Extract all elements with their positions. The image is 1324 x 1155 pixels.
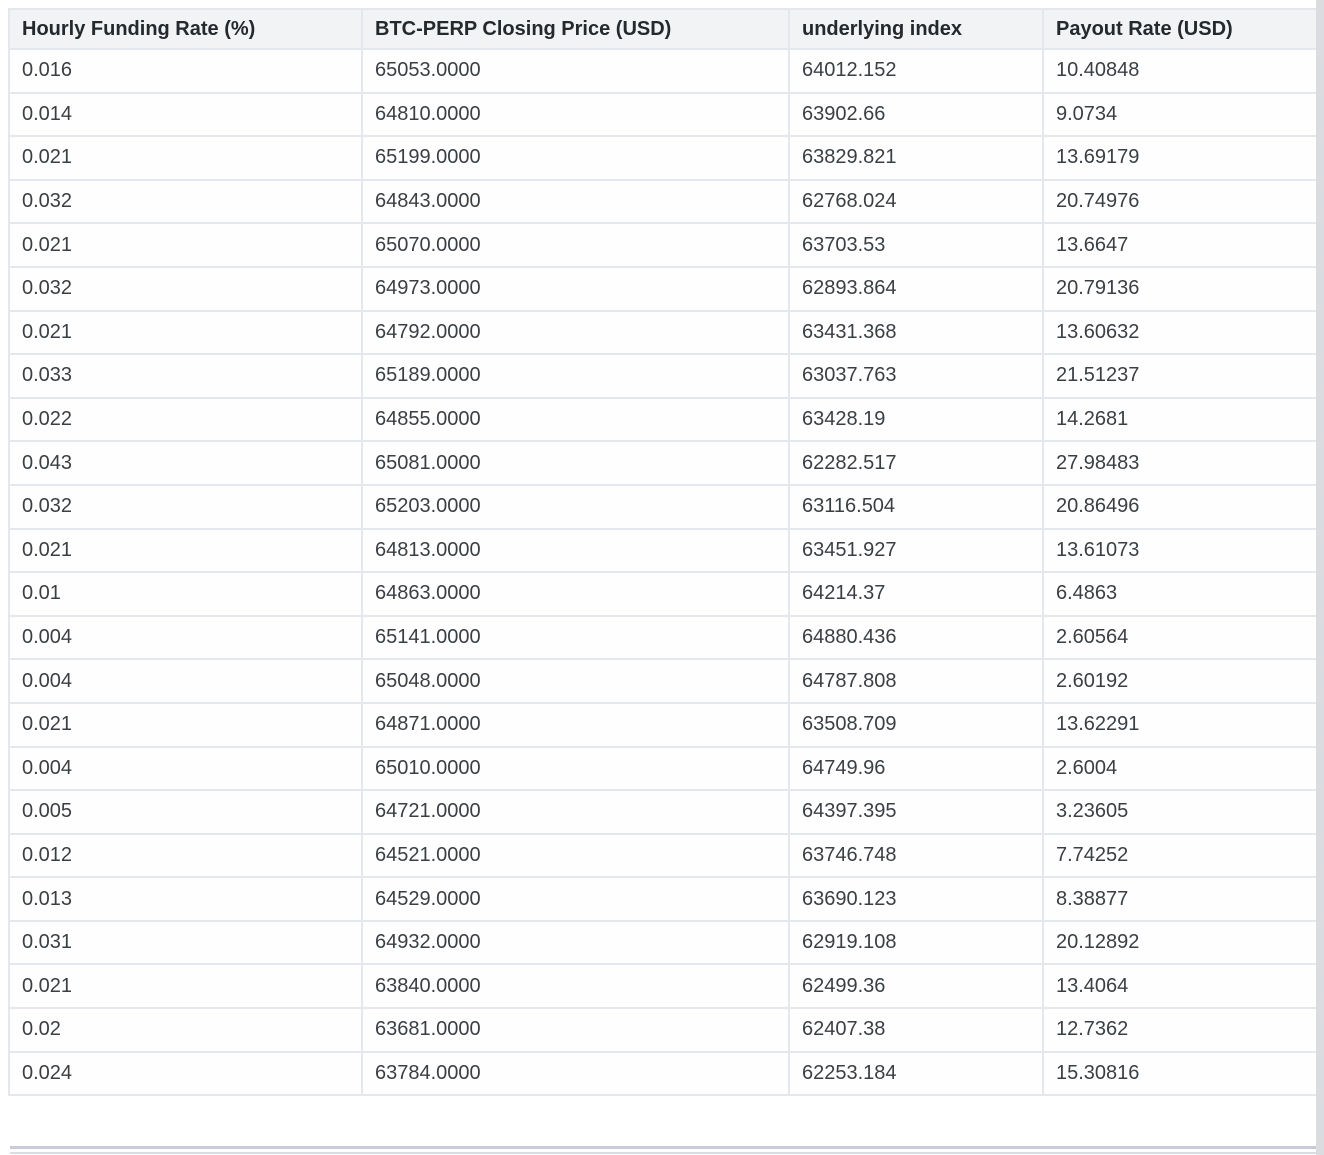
cell-funding-rate: 0.016 — [9, 49, 362, 93]
cell-closing-price: 64721.0000 — [362, 790, 789, 834]
table-row — [9, 267, 1317, 311]
cell-funding-rate: 0.004 — [9, 616, 362, 660]
cell-underlying-index: 63508.709 — [789, 703, 1043, 747]
cell-closing-price: 65010.0000 — [362, 747, 789, 791]
cell-funding-rate: 0.021 — [9, 136, 362, 180]
cell-funding-rate: 0.032 — [9, 180, 362, 224]
cell-closing-price: 65199.0000 — [362, 136, 789, 180]
cell-closing-price: 64855.0000 — [362, 398, 789, 442]
cell-underlying-index: 63902.66 — [789, 93, 1043, 137]
table-row — [9, 616, 1317, 660]
table-row — [9, 747, 1317, 791]
cell-payout-rate: 6.4863 — [1043, 572, 1317, 616]
cell-payout-rate: 13.62291 — [1043, 703, 1317, 747]
cell-underlying-index: 64880.436 — [789, 616, 1043, 660]
cell-underlying-index: 63829.821 — [789, 136, 1043, 180]
table-header-row — [9, 9, 1317, 49]
table-row — [9, 572, 1317, 616]
cell-payout-rate: 20.74976 — [1043, 180, 1317, 224]
right-edge-strip — [1316, 0, 1324, 1155]
cell-funding-rate: 0.022 — [9, 398, 362, 442]
cell-underlying-index: 62499.36 — [789, 964, 1043, 1008]
cell-funding-rate: 0.032 — [9, 485, 362, 529]
cell-underlying-index: 63431.368 — [789, 311, 1043, 355]
table-body — [9, 49, 1317, 1095]
cell-funding-rate: 0.005 — [9, 790, 362, 834]
cell-funding-rate: 0.021 — [9, 703, 362, 747]
cell-underlying-index: 64397.395 — [789, 790, 1043, 834]
table-row — [9, 659, 1317, 703]
cell-payout-rate: 20.79136 — [1043, 267, 1317, 311]
cell-payout-rate: 2.60564 — [1043, 616, 1317, 660]
bottom-divider-secondary — [10, 1152, 1316, 1154]
cell-closing-price: 63784.0000 — [362, 1052, 789, 1096]
table-row — [9, 834, 1317, 878]
cell-payout-rate: 21.51237 — [1043, 354, 1317, 398]
cell-payout-rate: 10.40848 — [1043, 49, 1317, 93]
cell-closing-price: 64810.0000 — [362, 93, 789, 137]
cell-payout-rate: 27.98483 — [1043, 441, 1317, 485]
cell-closing-price: 64792.0000 — [362, 311, 789, 355]
cell-underlying-index: 63746.748 — [789, 834, 1043, 878]
cell-closing-price: 64871.0000 — [362, 703, 789, 747]
cell-funding-rate: 0.043 — [9, 441, 362, 485]
cell-underlying-index: 64214.37 — [789, 572, 1043, 616]
table-row — [9, 180, 1317, 224]
cell-payout-rate: 8.38877 — [1043, 877, 1317, 921]
cell-underlying-index: 63116.504 — [789, 485, 1043, 529]
table-row — [9, 441, 1317, 485]
cell-underlying-index: 64787.808 — [789, 659, 1043, 703]
cell-underlying-index: 64012.152 — [789, 49, 1043, 93]
cell-underlying-index: 63428.19 — [789, 398, 1043, 442]
table-row — [9, 1008, 1317, 1052]
table-row — [9, 1052, 1317, 1096]
cell-closing-price: 63681.0000 — [362, 1008, 789, 1052]
table-row — [9, 703, 1317, 747]
cell-funding-rate: 0.024 — [9, 1052, 362, 1096]
cell-closing-price: 65048.0000 — [362, 659, 789, 703]
cell-funding-rate: 0.021 — [9, 964, 362, 1008]
cell-funding-rate: 0.032 — [9, 267, 362, 311]
cell-underlying-index: 64749.96 — [789, 747, 1043, 791]
cell-funding-rate: 0.014 — [9, 93, 362, 137]
cell-closing-price: 65081.0000 — [362, 441, 789, 485]
table-row — [9, 398, 1317, 442]
column-header-underlying-index: underlying index — [789, 9, 1043, 49]
cell-payout-rate: 9.0734 — [1043, 93, 1317, 137]
cell-funding-rate: 0.031 — [9, 921, 362, 965]
cell-funding-rate: 0.02 — [9, 1008, 362, 1052]
cell-payout-rate: 2.6004 — [1043, 747, 1317, 791]
cell-underlying-index: 62919.108 — [789, 921, 1043, 965]
cell-underlying-index: 63703.53 — [789, 223, 1043, 267]
cell-underlying-index: 62282.517 — [789, 441, 1043, 485]
cell-closing-price: 64529.0000 — [362, 877, 789, 921]
table-row — [9, 311, 1317, 355]
table-row — [9, 136, 1317, 180]
table-row — [9, 93, 1317, 137]
cell-underlying-index: 63690.123 — [789, 877, 1043, 921]
cell-payout-rate: 15.30816 — [1043, 1052, 1317, 1096]
cell-funding-rate: 0.01 — [9, 572, 362, 616]
cell-underlying-index: 62253.184 — [789, 1052, 1043, 1096]
cell-payout-rate: 13.60632 — [1043, 311, 1317, 355]
cell-payout-rate: 14.2681 — [1043, 398, 1317, 442]
cell-funding-rate: 0.033 — [9, 354, 362, 398]
cell-underlying-index: 62407.38 — [789, 1008, 1043, 1052]
cell-closing-price: 65141.0000 — [362, 616, 789, 660]
table-row — [9, 49, 1317, 93]
cell-funding-rate: 0.021 — [9, 223, 362, 267]
cell-closing-price: 64932.0000 — [362, 921, 789, 965]
table-row — [9, 877, 1317, 921]
cell-funding-rate: 0.004 — [9, 747, 362, 791]
column-header-payout-rate: Payout Rate (USD) — [1043, 9, 1317, 49]
cell-payout-rate: 13.61073 — [1043, 529, 1317, 573]
cell-underlying-index: 62893.864 — [789, 267, 1043, 311]
cell-closing-price: 65070.0000 — [362, 223, 789, 267]
table-row — [9, 964, 1317, 1008]
cell-payout-rate: 13.4064 — [1043, 964, 1317, 1008]
column-header-funding-rate: Hourly Funding Rate (%) — [9, 9, 362, 49]
cell-funding-rate: 0.021 — [9, 311, 362, 355]
cell-underlying-index: 63451.927 — [789, 529, 1043, 573]
cell-closing-price: 64843.0000 — [362, 180, 789, 224]
column-header-closing-price: BTC-PERP Closing Price (USD) — [362, 9, 789, 49]
cell-underlying-index: 63037.763 — [789, 354, 1043, 398]
cell-closing-price: 64973.0000 — [362, 267, 789, 311]
cell-payout-rate: 13.69179 — [1043, 136, 1317, 180]
cell-closing-price: 65203.0000 — [362, 485, 789, 529]
table-row — [9, 223, 1317, 267]
cell-closing-price: 64813.0000 — [362, 529, 789, 573]
table-row — [9, 790, 1317, 834]
cell-closing-price: 65189.0000 — [362, 354, 789, 398]
cell-closing-price: 63840.0000 — [362, 964, 789, 1008]
cell-funding-rate: 0.021 — [9, 529, 362, 573]
cell-payout-rate: 13.6647 — [1043, 223, 1317, 267]
table-row — [9, 354, 1317, 398]
cell-payout-rate: 7.74252 — [1043, 834, 1317, 878]
cell-payout-rate: 2.60192 — [1043, 659, 1317, 703]
cell-closing-price: 65053.0000 — [362, 49, 789, 93]
cell-payout-rate: 20.86496 — [1043, 485, 1317, 529]
table-row — [9, 529, 1317, 573]
table-row — [9, 921, 1317, 965]
cell-funding-rate: 0.013 — [9, 877, 362, 921]
cell-payout-rate: 12.7362 — [1043, 1008, 1317, 1052]
cell-closing-price: 64863.0000 — [362, 572, 789, 616]
cell-underlying-index: 62768.024 — [789, 180, 1043, 224]
cell-payout-rate: 20.12892 — [1043, 921, 1317, 965]
funding-rate-table — [8, 8, 1318, 1096]
bottom-divider — [10, 1146, 1316, 1149]
cell-funding-rate: 0.004 — [9, 659, 362, 703]
cell-funding-rate: 0.012 — [9, 834, 362, 878]
table-row — [9, 485, 1317, 529]
cell-payout-rate: 3.23605 — [1043, 790, 1317, 834]
cell-closing-price: 64521.0000 — [362, 834, 789, 878]
